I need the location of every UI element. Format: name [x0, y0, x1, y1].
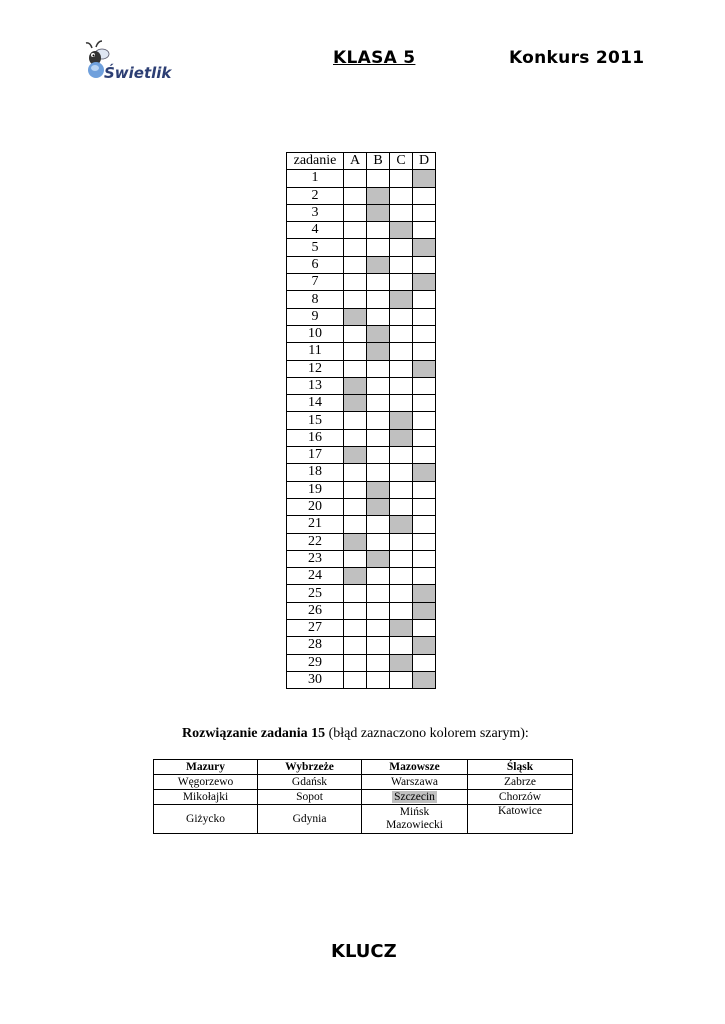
answer-cell-marked — [344, 395, 367, 412]
answer-cell — [390, 256, 413, 273]
task-number: 8 — [287, 291, 344, 308]
answer-row — [287, 308, 436, 325]
answer-cell-marked — [367, 187, 390, 204]
answer-cell — [344, 274, 367, 291]
answer-cell — [344, 187, 367, 204]
answer-cell-marked — [390, 620, 413, 637]
answer-cell-marked — [413, 585, 436, 602]
answer-cell — [390, 637, 413, 654]
answer-cell — [344, 360, 367, 377]
region-cell: Chorzów — [468, 790, 573, 805]
answer-cell — [413, 187, 436, 204]
task-number: 4 — [287, 222, 344, 239]
answer-cell — [390, 550, 413, 567]
task-number: 19 — [287, 481, 344, 498]
answer-cell — [367, 654, 390, 671]
answer-cell — [390, 170, 413, 187]
region-cell: Sopot — [258, 790, 362, 805]
answer-cell — [390, 585, 413, 602]
answer-cell — [390, 239, 413, 256]
answer-cell-marked — [413, 671, 436, 688]
task15-title-rest: (błąd zaznaczono kolorem szarym): — [325, 726, 529, 741]
task-number: 13 — [287, 377, 344, 394]
answer-cell — [344, 671, 367, 688]
answer-cell — [367, 222, 390, 239]
region-cell: Giżycko — [154, 805, 258, 834]
firefly-logo-icon — [84, 40, 174, 86]
task-number: 21 — [287, 516, 344, 533]
answer-cell — [413, 568, 436, 585]
column-header-b: B — [367, 153, 390, 170]
answer-cell-marked — [390, 291, 413, 308]
task-number: 22 — [287, 533, 344, 550]
answer-cell-marked — [413, 170, 436, 187]
answer-cell — [344, 464, 367, 481]
answer-cell — [390, 464, 413, 481]
answer-row — [287, 671, 436, 688]
answer-cell-marked — [413, 239, 436, 256]
task-number: 14 — [287, 395, 344, 412]
answer-row — [287, 447, 436, 464]
answer-cell — [390, 568, 413, 585]
answer-cell — [413, 395, 436, 412]
answer-cell — [344, 412, 367, 429]
answer-cell — [390, 447, 413, 464]
answer-cell — [413, 498, 436, 515]
task-number: 26 — [287, 602, 344, 619]
answer-cell — [344, 256, 367, 273]
answer-cell — [413, 204, 436, 221]
answer-row — [287, 204, 436, 221]
answer-row — [287, 239, 436, 256]
answer-cell — [413, 654, 436, 671]
answer-cell-marked — [367, 481, 390, 498]
task-number: 7 — [287, 274, 344, 291]
answer-cell — [390, 343, 413, 360]
task-number: 17 — [287, 447, 344, 464]
regions-row — [154, 790, 573, 805]
region-header-mazowsze: Mazowsze — [362, 760, 468, 775]
task-number: 1 — [287, 170, 344, 187]
answer-row — [287, 533, 436, 550]
answer-cell — [344, 204, 367, 221]
answer-cell — [413, 620, 436, 637]
answer-cell-marked — [390, 412, 413, 429]
answer-row — [287, 187, 436, 204]
answer-cell — [367, 620, 390, 637]
answer-row — [287, 654, 436, 671]
answer-cell — [344, 516, 367, 533]
answer-cell-marked — [367, 550, 390, 567]
answer-cell-marked — [413, 274, 436, 291]
task-number: 29 — [287, 654, 344, 671]
task-number: 25 — [287, 585, 344, 602]
answer-cell-marked — [344, 308, 367, 325]
answer-cell — [367, 464, 390, 481]
column-header-task: zadanie — [287, 153, 344, 170]
answer-cell-marked — [367, 204, 390, 221]
region-cell-line1: Mińsk — [399, 806, 430, 818]
answer-cell — [390, 187, 413, 204]
answer-row — [287, 274, 436, 291]
region-header-mazury: Mazury — [154, 760, 258, 775]
answer-cell — [367, 585, 390, 602]
task-number: 27 — [287, 620, 344, 637]
region-cell: Katowice — [468, 805, 573, 834]
region-cell: Węgorzewo — [154, 775, 258, 790]
answer-cell — [367, 395, 390, 412]
error-highlight: Szczecin — [394, 790, 435, 803]
region-cell-error — [362, 790, 468, 805]
answer-cell-marked — [390, 222, 413, 239]
answer-cell — [344, 343, 367, 360]
task-number: 23 — [287, 550, 344, 567]
answer-cell-marked — [344, 533, 367, 550]
logo-wordmark: Świetlik — [104, 64, 172, 82]
answer-key-table — [286, 152, 436, 689]
answer-cell — [367, 568, 390, 585]
answer-cell — [390, 481, 413, 498]
answer-row — [287, 256, 436, 273]
answer-row — [287, 602, 436, 619]
answer-cell-marked — [344, 447, 367, 464]
task-number: 30 — [287, 671, 344, 688]
answer-cell — [344, 550, 367, 567]
answer-row — [287, 429, 436, 446]
answer-cell — [413, 291, 436, 308]
answer-row — [287, 395, 436, 412]
answer-cell — [413, 412, 436, 429]
answer-row — [287, 637, 436, 654]
column-header-d: D — [413, 153, 436, 170]
answer-cell — [390, 325, 413, 342]
column-header-c: C — [390, 153, 413, 170]
answer-cell — [367, 308, 390, 325]
task-number: 11 — [287, 343, 344, 360]
answer-row — [287, 222, 436, 239]
answer-row — [287, 343, 436, 360]
region-cell: Zabrze — [468, 775, 573, 790]
answer-key-header-row — [287, 153, 436, 170]
task-number: 20 — [287, 498, 344, 515]
task15-title-bold: Rozwiązanie zadania 15 — [182, 726, 326, 741]
answer-row — [287, 568, 436, 585]
answer-cell — [344, 291, 367, 308]
answer-cell-marked — [367, 325, 390, 342]
answer-cell-marked — [413, 602, 436, 619]
answer-cell — [390, 602, 413, 619]
answer-cell — [367, 170, 390, 187]
answer-row — [287, 170, 436, 187]
answer-cell — [344, 170, 367, 187]
answer-cell-marked — [413, 637, 436, 654]
answer-row — [287, 498, 436, 515]
answer-cell-marked — [390, 429, 413, 446]
answer-cell — [413, 343, 436, 360]
answer-cell — [413, 447, 436, 464]
answer-cell — [367, 533, 390, 550]
answer-cell — [367, 637, 390, 654]
answer-cell — [367, 412, 390, 429]
answer-cell — [390, 204, 413, 221]
region-cell: Gdańsk — [258, 775, 362, 790]
answer-cell — [390, 671, 413, 688]
task-number: 18 — [287, 464, 344, 481]
answer-cell — [413, 308, 436, 325]
answer-cell-marked — [367, 498, 390, 515]
answer-row — [287, 464, 436, 481]
answer-cell — [344, 637, 367, 654]
answer-cell — [390, 498, 413, 515]
task-number: 10 — [287, 325, 344, 342]
answer-cell — [413, 222, 436, 239]
answer-cell — [413, 325, 436, 342]
task15-regions-table — [153, 759, 573, 834]
answer-cell-marked — [367, 343, 390, 360]
task-number: 15 — [287, 412, 344, 429]
answer-cell — [367, 360, 390, 377]
task-number: 12 — [287, 360, 344, 377]
answer-row — [287, 291, 436, 308]
answer-row — [287, 377, 436, 394]
answer-row — [287, 412, 436, 429]
task15-title — [182, 726, 529, 742]
answer-row — [287, 585, 436, 602]
task-number: 5 — [287, 239, 344, 256]
answer-row — [287, 550, 436, 567]
answer-row — [287, 481, 436, 498]
answer-cell — [413, 256, 436, 273]
answer-cell — [344, 602, 367, 619]
answer-cell — [344, 481, 367, 498]
class-label: KLASA 5 — [333, 48, 416, 68]
answer-cell-marked — [390, 516, 413, 533]
answer-row — [287, 360, 436, 377]
region-cell: Warszawa — [362, 775, 468, 790]
answer-key-body — [287, 170, 436, 689]
answer-cell — [413, 429, 436, 446]
answer-cell — [344, 498, 367, 515]
answer-cell — [390, 308, 413, 325]
region-cell — [362, 805, 468, 834]
regions-row — [154, 805, 573, 834]
contest-label: Konkurs 2011 — [509, 48, 645, 68]
answer-cell — [413, 533, 436, 550]
answer-cell — [390, 274, 413, 291]
answer-cell — [367, 291, 390, 308]
regions-header-row — [154, 760, 573, 775]
answer-cell — [413, 377, 436, 394]
answer-cell-marked — [344, 377, 367, 394]
answer-cell — [367, 602, 390, 619]
answer-cell — [413, 516, 436, 533]
regions-row — [154, 775, 573, 790]
task-number: 3 — [287, 204, 344, 221]
answer-cell-marked — [390, 654, 413, 671]
answer-cell-marked — [413, 464, 436, 481]
answer-cell — [367, 447, 390, 464]
answer-cell — [344, 222, 367, 239]
task-number: 6 — [287, 256, 344, 273]
answer-cell — [413, 481, 436, 498]
answer-cell — [344, 620, 367, 637]
answer-cell-marked — [367, 256, 390, 273]
answer-cell — [344, 654, 367, 671]
region-cell-line2: Mazowiecki — [386, 819, 443, 831]
answer-cell — [367, 429, 390, 446]
answer-cell — [390, 395, 413, 412]
answer-cell-marked — [413, 360, 436, 377]
answer-cell — [367, 274, 390, 291]
region-header-slask: Śląsk — [468, 760, 573, 775]
answer-cell — [367, 516, 390, 533]
answer-cell — [344, 325, 367, 342]
swietlik-logo — [84, 40, 174, 86]
task-number: 9 — [287, 308, 344, 325]
answer-cell — [344, 429, 367, 446]
answer-cell — [413, 550, 436, 567]
task-number: 28 — [287, 637, 344, 654]
answer-cell — [367, 239, 390, 256]
task-number: 16 — [287, 429, 344, 446]
answer-cell — [367, 377, 390, 394]
answer-cell — [367, 671, 390, 688]
answer-cell-marked — [344, 568, 367, 585]
answer-cell — [390, 377, 413, 394]
region-header-wybrzeze: Wybrzeże — [258, 760, 362, 775]
column-header-a: A — [344, 153, 367, 170]
answer-cell — [390, 533, 413, 550]
answer-cell — [390, 360, 413, 377]
answer-cell — [344, 585, 367, 602]
answer-row — [287, 620, 436, 637]
task-number: 24 — [287, 568, 344, 585]
region-cell: Mikołajki — [154, 790, 258, 805]
region-cell: Gdynia — [258, 805, 362, 834]
answer-row — [287, 516, 436, 533]
answer-row — [287, 325, 436, 342]
key-label: KLUCZ — [331, 941, 397, 962]
answer-cell — [344, 239, 367, 256]
task-number: 2 — [287, 187, 344, 204]
